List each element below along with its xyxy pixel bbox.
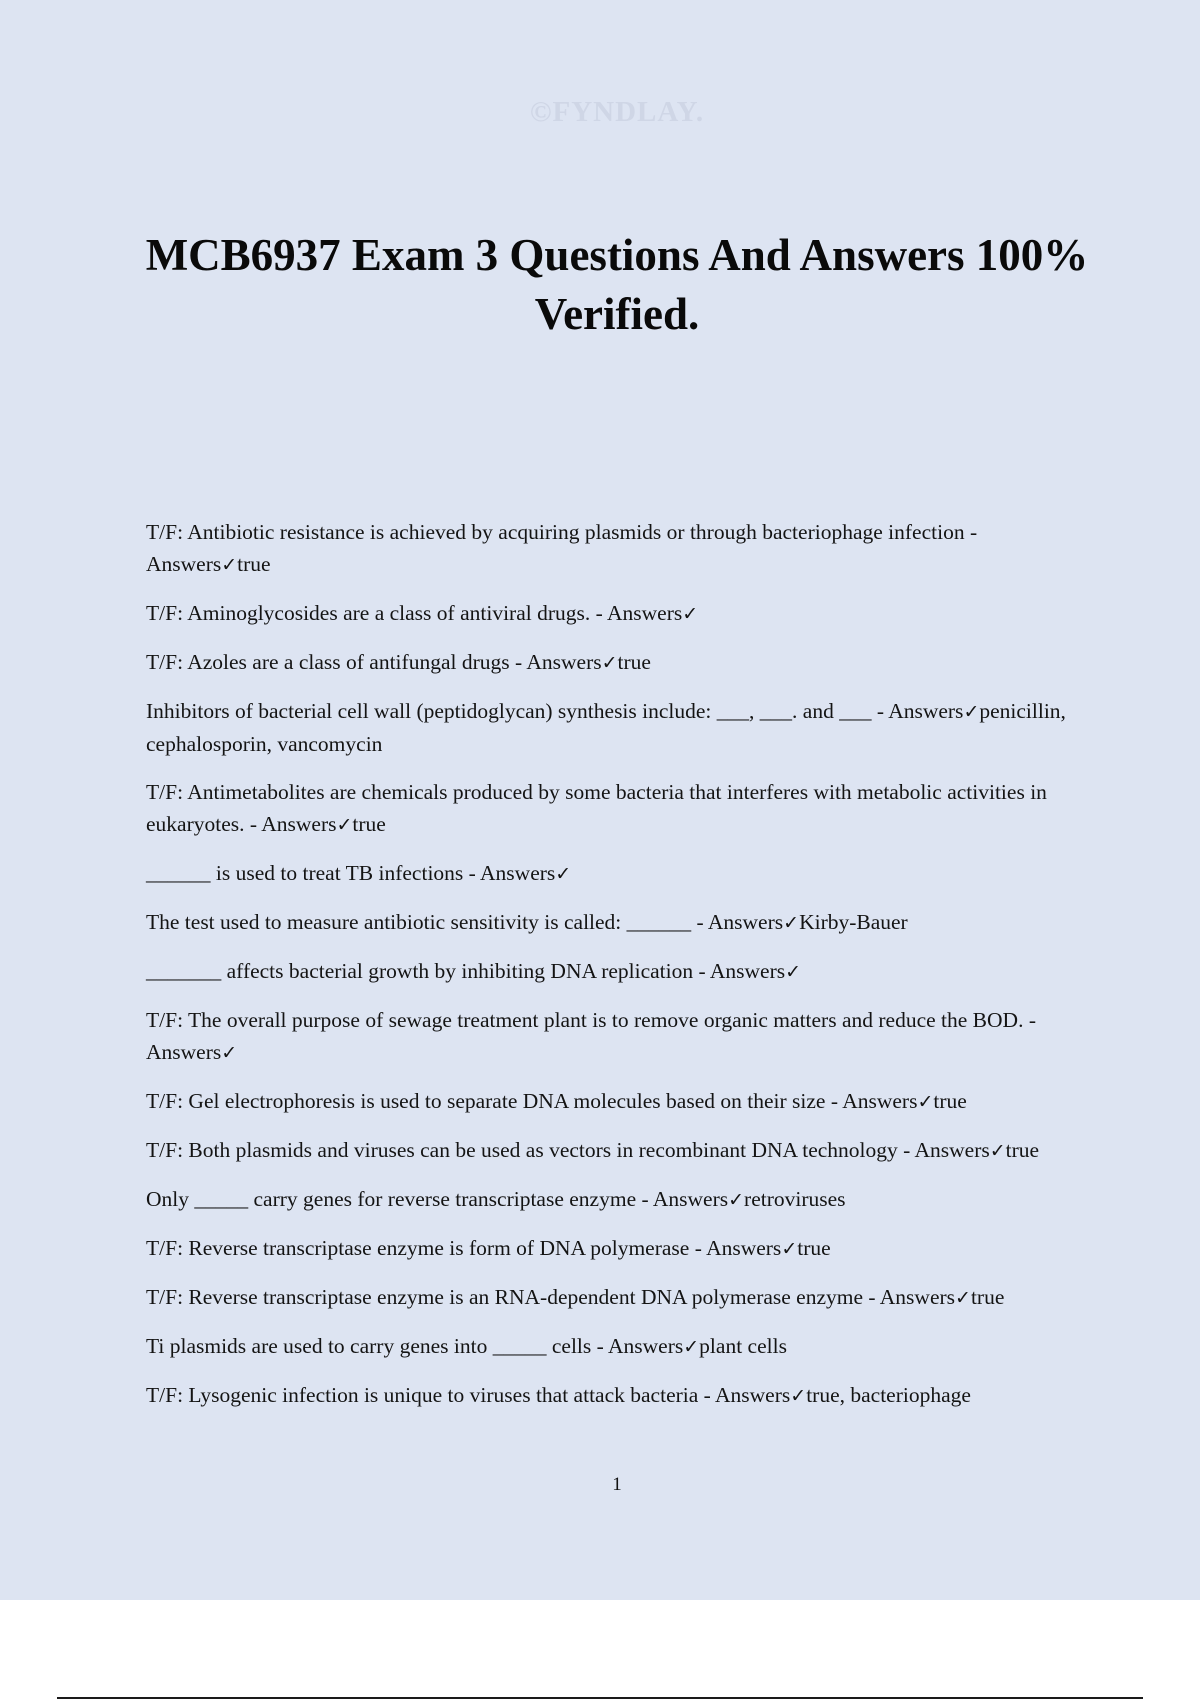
answer-separator: -	[871, 699, 889, 723]
question-answer-list	[146, 516, 1086, 1428]
answer-separator: -	[636, 1187, 653, 1211]
qa-item	[146, 1281, 1086, 1314]
question-text: T/F: Gel electrophoresis is used to separate DNA molecules based on their size	[146, 1089, 826, 1113]
answer-marker: Answers	[526, 650, 602, 674]
answer-text: plant cells	[699, 1334, 787, 1358]
footer-rule	[57, 1697, 1143, 1699]
answer-text: Kirby-Bauer	[799, 910, 908, 934]
qa-item	[146, 1330, 1086, 1363]
question-text: T/F: Both plasmids and viruses can be used as vectors in recombinant DNA technology	[146, 1138, 898, 1162]
answer-marker: Answers	[879, 1285, 956, 1309]
question-text: The test used to measure antibiotic sensitivity is called: ______	[146, 910, 692, 934]
answer-separator: -	[897, 1138, 915, 1162]
check-icon: ✓	[955, 1287, 971, 1309]
question-text: Only _____ carry genes for reverse transcriptase enzyme	[146, 1187, 637, 1211]
answer-marker: Answers	[707, 910, 784, 934]
answer-marker: Answers	[914, 1138, 990, 1162]
answer-marker: Answers	[608, 1334, 684, 1358]
answer-marker: Answers	[146, 552, 222, 576]
answer-separator: -	[691, 910, 708, 934]
qa-item	[146, 1085, 1086, 1118]
qa-item	[146, 1004, 1086, 1069]
qa-item	[146, 646, 1086, 679]
question-text: T/F: Reverse transcriptase enzyme is an RNA-dependent DNA polymerase enzyme	[146, 1285, 864, 1309]
answer-text: true	[617, 650, 651, 674]
check-icon: ✓	[963, 701, 980, 723]
answer-text: penicillin, cephalosporin, vancomycin	[146, 699, 1066, 756]
answer-separator: -	[463, 861, 481, 885]
qa-item	[146, 1379, 1086, 1412]
watermark: ©FYNDLAY.	[529, 96, 705, 128]
page-number: 1	[612, 1474, 622, 1495]
answer-text: true	[797, 1236, 831, 1260]
check-icon: ✓	[221, 1042, 238, 1064]
qa-item	[146, 906, 1086, 939]
answer-separator: -	[693, 959, 710, 983]
question-text: T/F: Aminoglycosides are a class of antiviral drugs.	[146, 601, 591, 625]
answer-marker: Answers	[715, 1383, 791, 1407]
qa-item	[146, 776, 1086, 841]
answer-separator: -	[1023, 1008, 1041, 1032]
check-icon: ✓	[785, 961, 802, 983]
answer-marker: Answers	[261, 812, 337, 836]
answer-marker: Answers	[480, 861, 556, 885]
check-icon: ✓	[601, 652, 618, 674]
question-text: T/F: Antimetabolites are chemicals produced by some bacteria that interferes with metabolic activities in eukaryotes.	[146, 780, 1047, 836]
answer-separator: -	[590, 601, 607, 625]
check-icon: ✓	[336, 814, 353, 836]
answer-text: true	[970, 1285, 1005, 1309]
qa-item	[146, 516, 1086, 581]
qa-item	[146, 1232, 1086, 1265]
qa-item	[146, 1134, 1086, 1167]
check-icon: ✓	[790, 1385, 807, 1407]
answer-separator: -	[964, 520, 982, 544]
question-text: _______ affects bacterial growth by inhibiting DNA replication	[146, 959, 694, 983]
qa-item	[146, 955, 1086, 988]
answer-marker: Answers	[652, 1187, 729, 1211]
answer-text: true	[933, 1089, 967, 1113]
answer-marker: Answers	[842, 1089, 918, 1113]
question-text: Ti plasmids are used to carry genes into _____ cells	[146, 1334, 592, 1358]
answer-separator: -	[244, 812, 262, 836]
check-icon: ✓	[989, 1140, 1006, 1162]
question-text: T/F: The overall purpose of sewage treatment plant is to remove organic matters and reduce the BOD.	[146, 1008, 1024, 1032]
answer-text: true	[237, 552, 271, 576]
answer-text: true	[1005, 1138, 1040, 1162]
answer-separator: -	[591, 1334, 608, 1358]
question-text: T/F: Lysogenic infection is unique to viruses that attack bacteria	[146, 1383, 699, 1407]
answer-text: retroviruses	[744, 1187, 846, 1211]
document-title: MCB6937 Exam 3 Questions And Answers 100% Verified.	[145, 230, 1089, 339]
qa-item	[146, 857, 1086, 890]
question-text: T/F: Reverse transcriptase enzyme is form of DNA polymerase	[146, 1236, 690, 1260]
answer-marker: Answers	[709, 959, 786, 983]
question-text: T/F: Antibiotic resistance is achieved by acquiring plasmids or through bacteriophage infection	[146, 520, 965, 544]
answer-marker: Answers	[146, 1040, 222, 1064]
check-icon: ✓	[783, 912, 800, 934]
answer-separator: -	[509, 650, 527, 674]
check-icon: ✓	[555, 863, 572, 885]
check-icon: ✓	[781, 1238, 798, 1260]
qa-item	[146, 597, 1086, 630]
question-text: ______ is used to treat TB infections	[146, 861, 464, 885]
question-text: Inhibitors of bacterial cell wall (peptidoglycan) synthesis include: ___, ___. and ___	[146, 699, 872, 723]
answer-marker: Answers	[606, 601, 683, 625]
answer-text: true, bacteriophage	[806, 1383, 971, 1407]
check-icon: ✓	[682, 603, 699, 625]
qa-item	[146, 695, 1086, 760]
answer-separator: -	[863, 1285, 880, 1309]
answer-separator: -	[698, 1383, 716, 1407]
qa-item	[146, 1183, 1086, 1216]
answer-separator: -	[825, 1089, 843, 1113]
check-icon: ✓	[917, 1091, 934, 1113]
answer-marker: Answers	[706, 1236, 782, 1260]
answer-separator: -	[689, 1236, 707, 1260]
check-icon: ✓	[221, 554, 238, 576]
question-text: T/F: Azoles are a class of antifungal drugs	[146, 650, 510, 674]
answer-text: true	[352, 812, 386, 836]
check-icon: ✓	[728, 1189, 745, 1211]
check-icon: ✓	[683, 1336, 700, 1358]
answer-marker: Answers	[888, 699, 964, 723]
